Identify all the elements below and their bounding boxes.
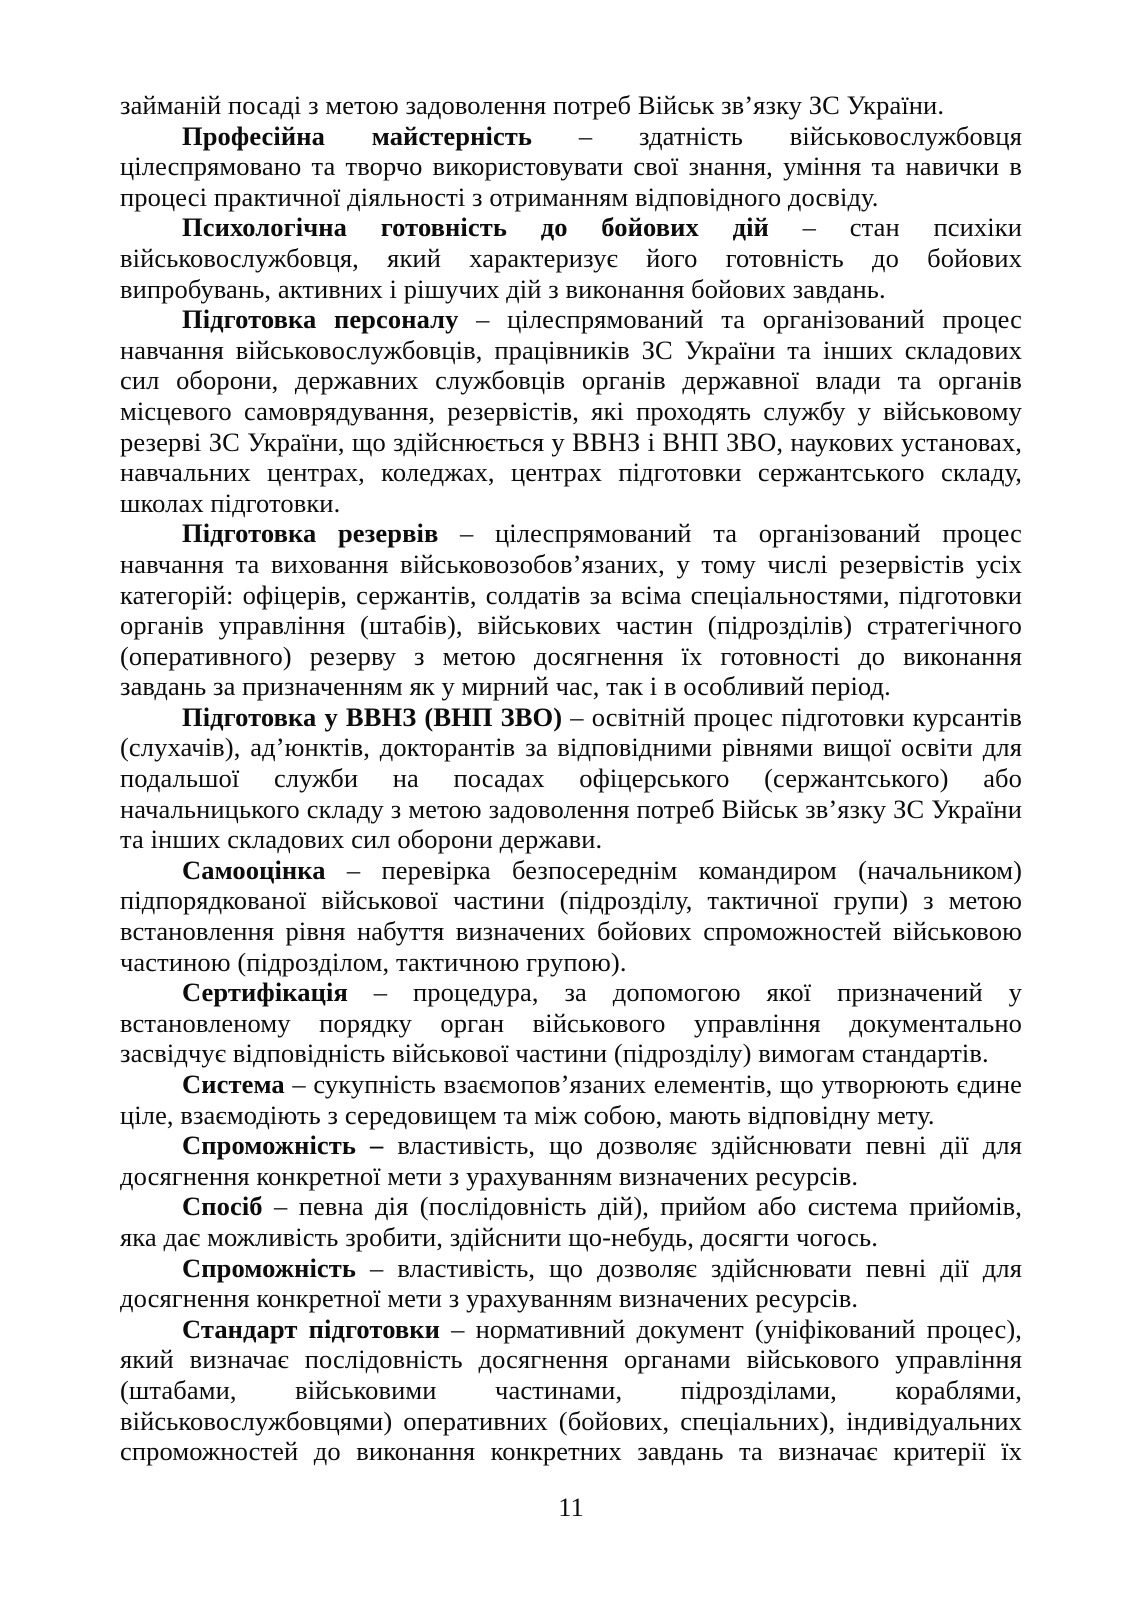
term: Спроможність [182, 1252, 357, 1283]
paragraph-text: – властивість, що дозволяє здійснювати певні дії для досягнення конкретної мети з урахуванням визначених ресурсів. [120, 1252, 1022, 1314]
term: Спосіб [182, 1191, 263, 1222]
term: Підготовка персоналу [182, 304, 459, 335]
paragraph [120, 1069, 1022, 1130]
paragraph-text: займаній посаді з метою задоволення потреб Військ зв’язку ЗС України. [120, 90, 945, 120]
term: Підготовка резервів [182, 518, 439, 549]
paragraph-text: – стан психіки військовослужбовця, який характеризує його готовність до бойових випробувань, активних і рішучих дій з виконання бойових завдань. [120, 212, 1022, 304]
paragraph [120, 304, 1022, 518]
term: Психологічна готовність до бойових дій [182, 212, 769, 243]
term: Самооцінка [182, 854, 326, 885]
term: Професійна майстерність [182, 120, 533, 151]
paragraph [120, 212, 1022, 304]
paragraph-text: – освітній процес підготовки курсантів (слухачів), ад’юнктів, докторантів за відповідними рівнями вищої освіти для подальшої служби на посадах офіцерського (сержантського) або начальницького складу з метою задоволення потреб Військ зв’язку ЗС України та інших складових сил оборони держави. [120, 701, 1022, 855]
paragraph-text: – процедура, за допомогою якої призначений у встановленому порядку орган військового управління документально засвідчує відповідність військової частини (підрозділу) вимогам стандартів. [120, 977, 1022, 1069]
paragraph-text: – сукупність взаємопов’язаних елементів, що утворюють єдине ціле, взаємодіють з середовищем та між собою, мають відповідну мету. [120, 1069, 1022, 1130]
term: Спроможність – [182, 1130, 384, 1161]
term: Стандарт підготовки [182, 1313, 441, 1344]
term: Підготовка у ВВНЗ (ВНП ЗВО) [182, 701, 563, 732]
term: Сертифікація [182, 977, 348, 1008]
paragraph [120, 90, 1022, 121]
paragraph-text: – цілеспрямований та організований процес навчання військовослужбовців, працівників ЗС України та інших складових сил оборони, державних службовців органів державної влади та органів місцевого самоврядування, резервістів, які проходять службу у військовому резерві ЗС України, що здійснюється у ВВНЗ і ВНП ЗВО, наукових установах, навчальних центрах, коледжах, центрах підготовки сержантського складу, школах підготовки. [120, 304, 1023, 518]
paragraph [120, 977, 1022, 1069]
term: Система [182, 1069, 285, 1099]
paragraph-text: – нормативний документ (уніфікований процес), який визначає послідовність досягнення органами військового управління (штабами, військовими частинами, підрозділами, кораблями, військовослужбовцями) оперативних (бойових, спеціальних), індивідуальних спроможностей до виконання конкретних завдань та визначає критерії їх [120, 1313, 1022, 1467]
paragraph [120, 1130, 1022, 1191]
document-page [120, 90, 1022, 1467]
paragraph-text: – цілеспрямований та організований процес навчання та виховання військовозобов’язаних, у тому числі резервістів усіх категорій: офіцерів, сержантів, солдатів за всіма спеціальностями, підготовки органів управління (штабів), військових частин (підрозділів) стратегічного (оперативного) резерву з метою досягнення їх готовності до виконання завдань за призначенням як у мирний час, так і в особливий період. [120, 518, 1022, 702]
page-number: 11 [558, 1492, 584, 1522]
paragraph [120, 1314, 1022, 1467]
paragraph-text: – перевірка безпосереднім командиром (начальником) підпорядкованої військової частини (підрозділу, тактичної групи) з метою встановлення рівня набуття визначених бойових спроможностей військовою частиною (підрозділом, тактичною групою). [120, 854, 1022, 977]
paragraph-text: – певна дія (послідовність дій), прийом або система прийомів, яка дає можливість зробити, здійснити що-небудь, досягти чогось. [120, 1191, 1022, 1252]
paragraph [120, 702, 1022, 855]
paragraph [120, 121, 1022, 213]
paragraph-text: властивість, що дозволяє здійснювати певні дії для досягнення конкретної мети з урахуванням визначених ресурсів. [120, 1130, 1022, 1191]
paragraph [120, 1253, 1022, 1314]
paragraph [120, 855, 1022, 977]
paragraph [120, 1191, 1022, 1252]
paragraph-text: – здатність військовослужбовця цілеспрямовано та творчо використовувати свої знання, уміння та навички в процесі практичної діяльності з отриманням відповідного досвіду. [120, 120, 1022, 212]
paragraph [120, 518, 1022, 702]
